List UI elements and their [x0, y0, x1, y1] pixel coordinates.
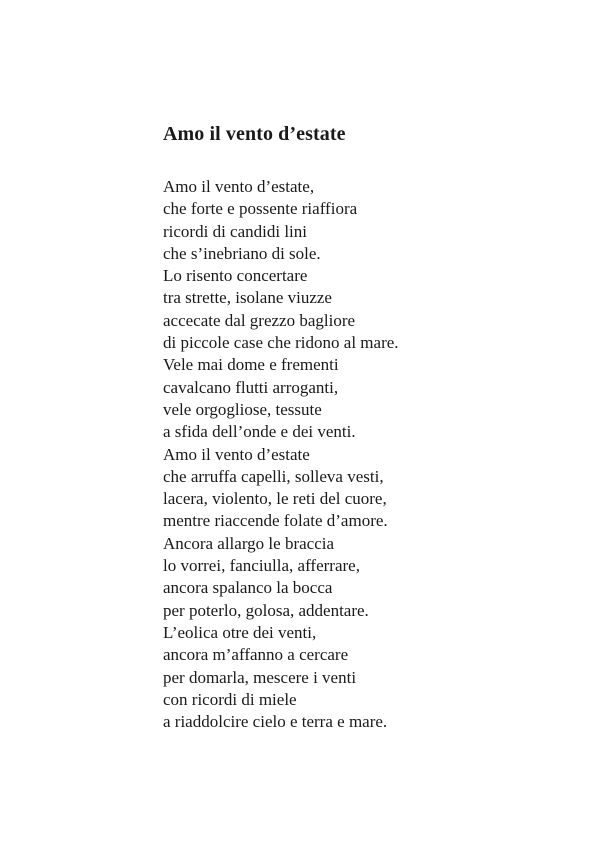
- poem-line: Lo risento concertare: [163, 266, 308, 286]
- poem-line: Ancora allargo le braccia: [163, 533, 335, 553]
- poem-line: che s’inebriano di sole.: [163, 243, 321, 263]
- poem-line: che arruffa capelli, solleva vesti,: [163, 466, 384, 486]
- poem-line: con ricordi di miele: [163, 689, 297, 709]
- poem-line: Amo il vento d’estate,: [163, 177, 315, 196]
- poem-line: a sfida dell’onde e dei venti.: [163, 422, 356, 442]
- poem-line: L’eolica otre dei venti,: [163, 622, 317, 642]
- poem-line: mentre riaccende folate d’amore.: [163, 511, 388, 531]
- poem-line: Amo il vento d’estate: [163, 444, 310, 464]
- poem-line: vele orgogliose, tessute: [163, 399, 322, 419]
- poem-line: lo vorrei, fanciulla, afferrare,: [163, 556, 360, 576]
- poem-line: Vele mai dome e frementi: [163, 355, 339, 375]
- poem-line: di piccole case che ridono al mare.: [163, 333, 399, 353]
- poem-line: ancora m’affanno a cercare: [163, 645, 349, 665]
- poem-line: tra strette, isolane viuzze: [163, 288, 332, 308]
- poem-line: che forte e possente riaffiora: [163, 199, 358, 219]
- poem-line: accecate dal grezzo bagliore: [163, 310, 356, 330]
- poem-line: a riaddolcire cielo e terra e mare.: [163, 712, 388, 732]
- poem-body: [163, 176, 399, 733]
- poem-line: per domarla, mescere i venti: [163, 667, 357, 687]
- poem-line: ricordi di candidi lini: [163, 221, 307, 241]
- poem-title: Amo il vento d’estate: [163, 123, 346, 145]
- poem-line: ancora spalanco la bocca: [163, 578, 333, 598]
- poem-line: lacera, violento, le reti del cuore,: [163, 489, 387, 509]
- poem-line: per poterlo, golosa, addentare.: [163, 600, 369, 620]
- poem-line: cavalcano flutti arroganti,: [163, 377, 339, 397]
